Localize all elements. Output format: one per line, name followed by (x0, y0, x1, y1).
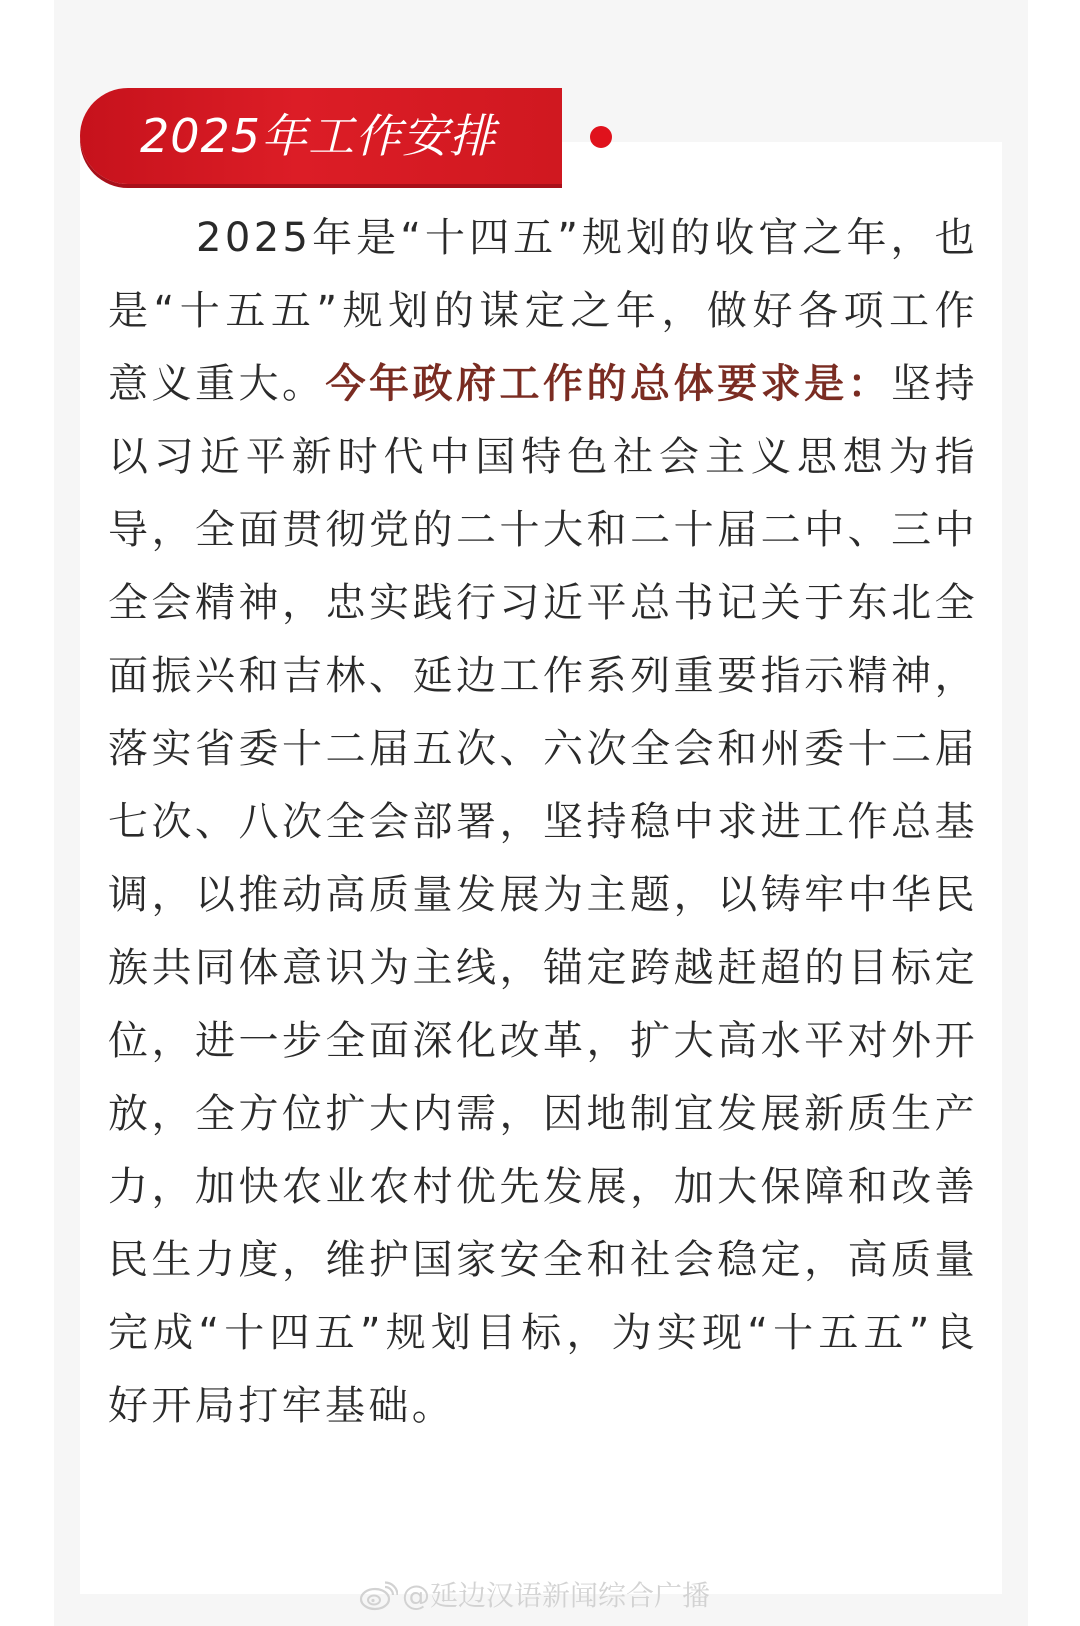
section-title: 2025年工作安排 (140, 109, 497, 163)
watermark (358, 1576, 710, 1616)
article-paragraph (108, 202, 978, 1443)
paragraph-intro: 2025年是“十四五”规划的收官之年，也是“十五五”规划的谋定之年，做好各项工作意义重大。 (108, 215, 978, 407)
paragraph-highlight: 今年政府工作的总体要求是： (325, 361, 892, 407)
paragraph-body: 坚持以习近平新时代中国特色社会主义思想为指导，全面贯彻党的二十大和二十届二中、三中全会精神，忠实践行习近平总书记关于东北全面振兴和吉林、延边工作系列重要指示精神，落实省委十二届五次、六次全会和州委十二届七次、八次全会部署，坚持稳中求进工作总基调，以推动高质量发展为主题，以铸牢中华民族共同体意识为主线，锚定跨越赶超的目标定位，进一步全面深化改革，扩大高水平对外开放，全方位扩大内需，因地制宜发展新质生产力，加快农业农村优先发展，加大保障和改善民生力度，维护国家安全和社会稳定，高质量完成“十四五”规划目标，为实现“十五五”良好开局打牢基础。 (108, 361, 978, 1429)
weibo-icon (358, 1581, 398, 1611)
watermark-text: @延边汉语新闻综合广播 (402, 1579, 711, 1612)
title-dot-decoration (590, 126, 612, 148)
